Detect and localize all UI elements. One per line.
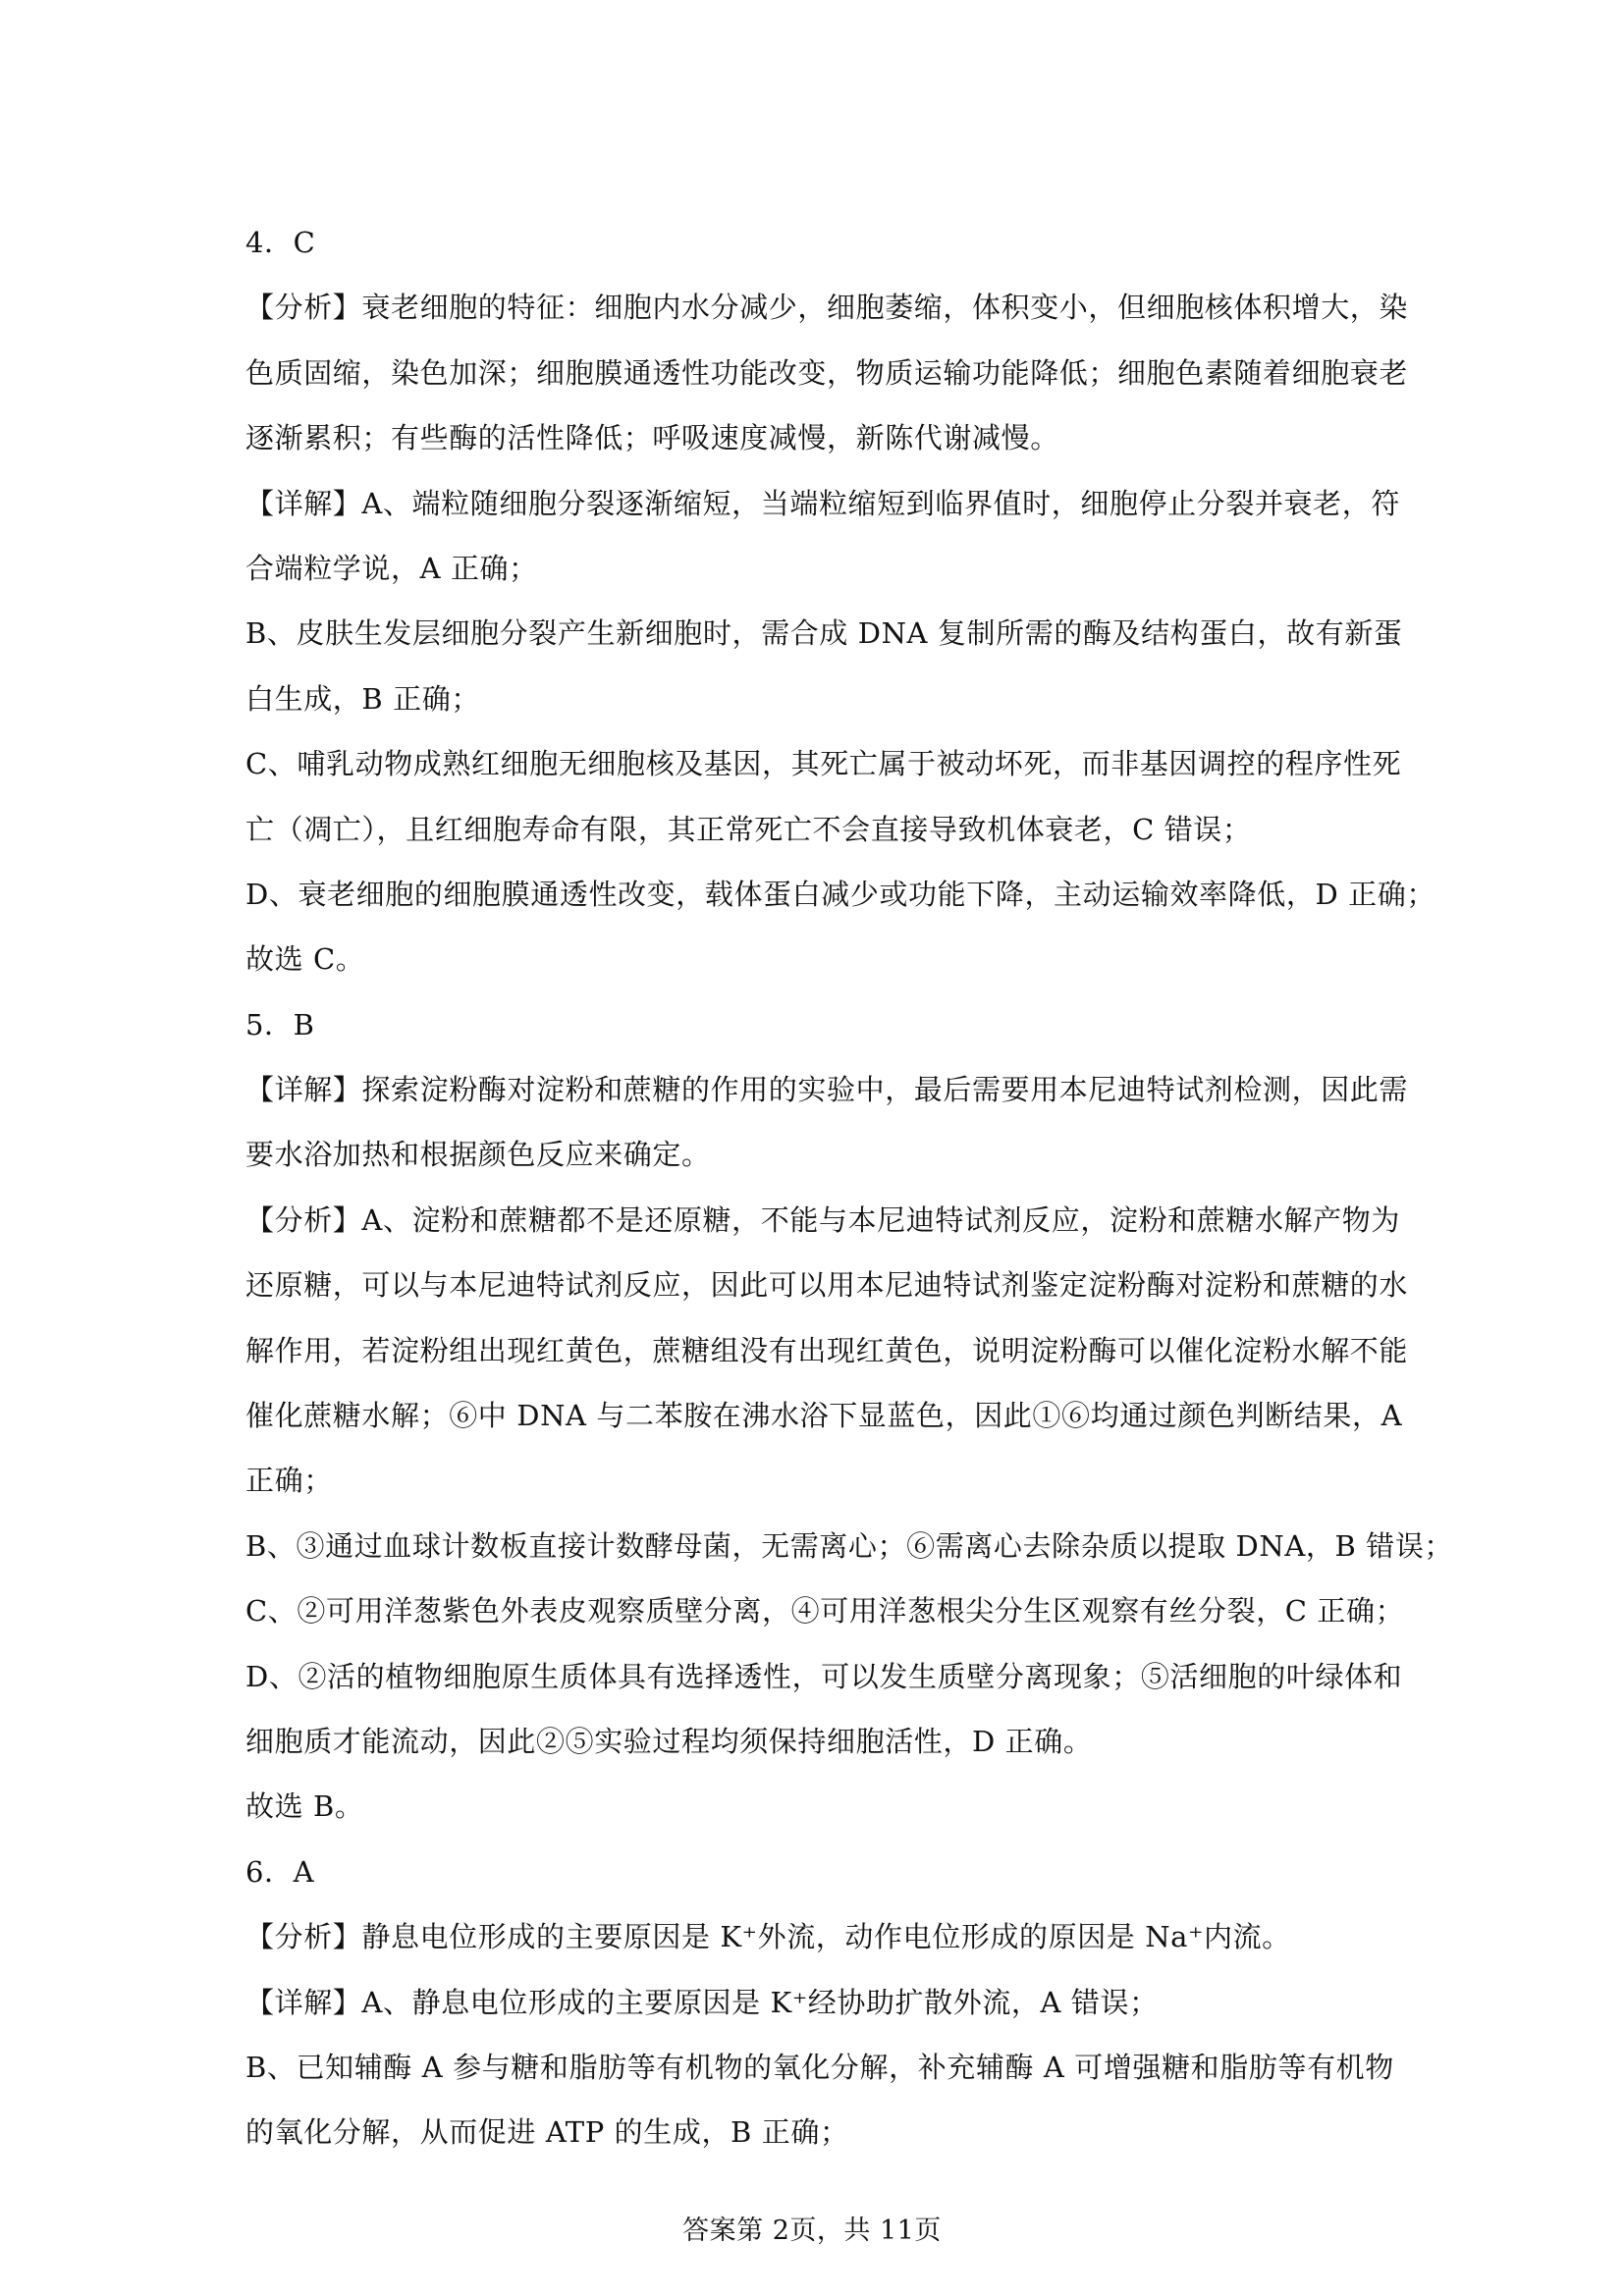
text-line: D、②活的植物细胞原生质体具有选择透性，可以发生质壁分离现象；⑤活细胞的叶绿体和 — [245, 1659, 1403, 1693]
text-line: 【分析】A、淀粉和蔗糖都不是还原糖，不能与本尼迪特试剂反应，淀粉和蔗糖水解产物为 — [245, 1202, 1400, 1237]
page-footer: 答案第 2页，共 11页 — [682, 2216, 942, 2246]
text-line: 色质固缩，染色加深；细胞膜通透性功能改变，物质运输功能降低；细胞色素随着细胞衰老 — [245, 355, 1409, 390]
answer-text-body — [245, 210, 1454, 2165]
text-line: B、已知辅酶 A 参与糖和脂肪等有机物的氧化分解，补充辅酶 A 可增强糖和脂肪等有机物 — [245, 2050, 1394, 2084]
text-line: 白生成，B 正确； — [245, 681, 480, 716]
text-line: 【详解】A、端粒随细胞分裂逐渐缩短，当端粒缩短到临界值时，细胞停止分裂并衰老，符 — [245, 486, 1400, 520]
text-line: 【详解】探索淀粉酶对淀粉和蔗糖的作用的实验中，最后需要用本尼迪特试剂检测，因此需 — [245, 1073, 1409, 1107]
question-number: 5．B — [245, 1007, 315, 1041]
text-line: C、哺乳动物成熟红细胞无细胞核及基因，其死亡属于被动坏死，而非基因调控的程序性死 — [245, 747, 1402, 781]
question-number: 6．A — [245, 1854, 315, 1889]
text-line: 故选 C。 — [245, 942, 365, 977]
text-line: B、皮肤生发层细胞分裂产生新细胞时，需合成 DNA 复制所需的酶及结构蛋白，故有新蛋 — [245, 616, 1403, 651]
text-line: 【分析】静息电位形成的主要原因是 K⁺外流，动作电位形成的原因是 Na⁺内流。 — [245, 1920, 1291, 1954]
text-line: 还原糖，可以与本尼迪特试剂反应，因此可以用本尼迪特试剂鉴定淀粉酶对淀粉和蔗糖的水 — [245, 1268, 1409, 1303]
text-line: 正确； — [245, 1464, 333, 1498]
text-line: 的氧化分解，从而促进 ATP 的生成，B 正确； — [245, 2115, 849, 2150]
text-line: 【分析】衰老细胞的特征：细胞内水分减少，细胞萎缩，体积变小，但细胞核体积增大，染 — [245, 291, 1409, 325]
text-line: 解作用，若淀粉组出现红黄色，蔗糖组没有出现红黄色，说明淀粉酶可以催化淀粉水解不能 — [245, 1333, 1409, 1367]
text-line: 亡（凋亡），且红细胞寿命有限，其正常死亡不会直接导致机体衰老，C 错误； — [245, 812, 1252, 846]
text-line: 【详解】A、静息电位形成的主要原因是 K⁺经协助扩散外流，A 错误； — [245, 1985, 1159, 2019]
text-line: B、③通过血球计数板直接计数酵母菌，无需离心；⑥需离心去除杂质以提取 DNA，B 错误； — [245, 1528, 1454, 1563]
text-line: 合端粒学说，A 正确； — [245, 551, 538, 585]
question-number: 4．C — [245, 226, 316, 259]
text-line: 细胞质才能流动，因此②⑤实验过程均须保持细胞活性，D 正确。 — [245, 1724, 1093, 1758]
text-line: D、衰老细胞的细胞膜通透性改变，载体蛋白减少或功能下降，主动运输效率降低，D 正确； — [245, 877, 1435, 911]
text-line: 逐渐累积；有些酶的活性降低；呼吸速度减慢，新陈代谢减慢。 — [245, 421, 1059, 455]
text-line: C、②可用洋葱紫色外表皮观察质壁分离，④可用洋葱根尖分生区观察有丝分裂，C 正确； — [245, 1594, 1405, 1629]
text-line: 故选 B。 — [245, 1789, 364, 1824]
text-line: 催化蔗糖水解；⑥中 DNA 与二苯胺在沸水浴下显蓝色，因此①⑥均通过颜色判断结果，A — [245, 1399, 1403, 1433]
text-line: 要水浴加热和根据颜色反应来确定。 — [245, 1138, 711, 1172]
